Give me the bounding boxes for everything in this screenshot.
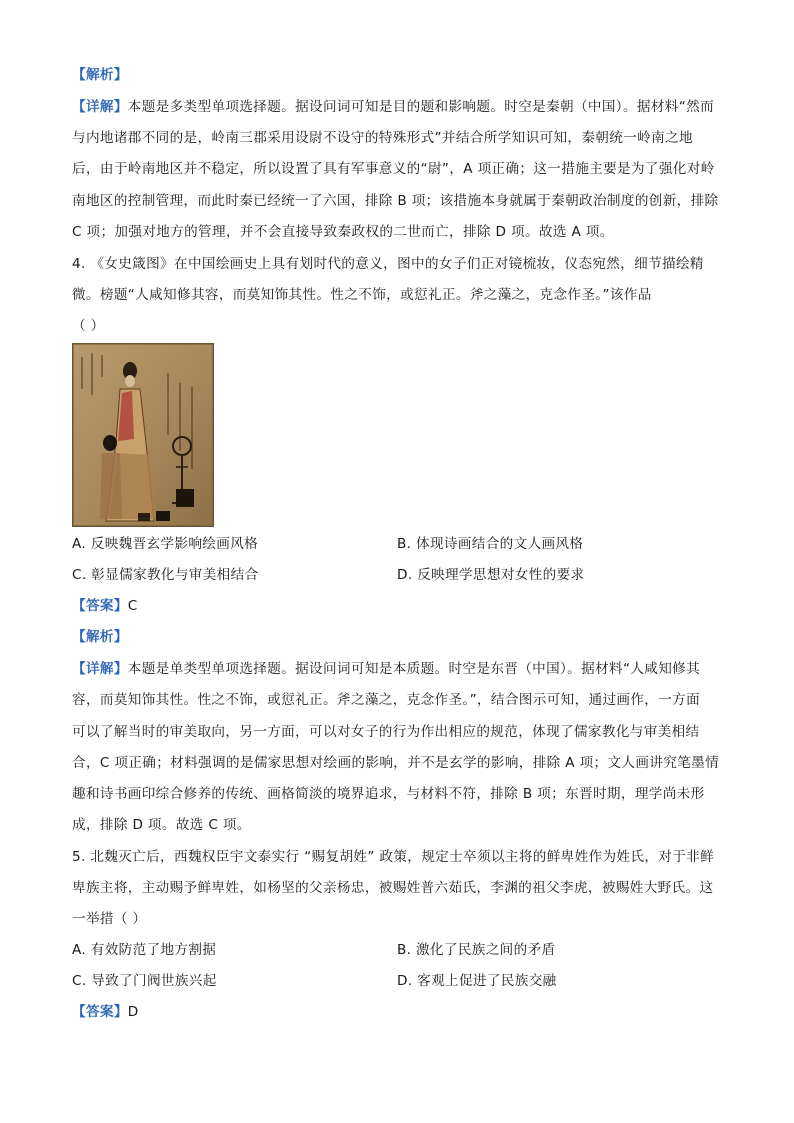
question-4-stem: 4. 《女史箴图》在中国绘画史上具有划时代的意义，图中的女子们正对镜梳妆，仪态宛然，细节描绘精 <box>72 256 704 272</box>
answer-line <box>72 597 138 615</box>
answer-tag: 【答案】 <box>72 1004 128 1020</box>
detail-paragraph-line: 后，由于岭南地区并不稳定，所以设置了具有军事意义的“尉”，A 项正确；这一措施主要是为了强化对岭 <box>72 161 715 177</box>
detail-paragraph-line: 合，C 项正确；材料强调的是儒家思想对绘画的影响，并不是玄学的影响，排除 A 项；文人画讲究笔墨情 <box>72 755 720 771</box>
detail-paragraph-line: 【详解】本题是多类型单项选择题。据设问词可知是目的题和影响题。时空是秦朝（中国）。据材料“然而 <box>72 99 715 115</box>
answer-value: C <box>127 598 138 614</box>
detail-paragraph-line: 成，排除 D 项。故选 C 项。 <box>72 817 251 833</box>
admonitions-painting-image <box>72 343 214 527</box>
option-b: B. 激化了民族之间的矛盾 <box>397 942 556 958</box>
answer-value: D <box>127 1004 139 1020</box>
option-d: D. 客观上促进了民族交融 <box>397 973 557 989</box>
option-c: C. 彰显儒家教化与审美相结合 <box>72 567 259 583</box>
detail-tag: 【详解】 <box>72 661 128 677</box>
detail-tag: 【详解】 <box>72 99 128 115</box>
question-4-blank: （ ） <box>72 318 105 334</box>
answer-line <box>72 1003 139 1021</box>
option-a: A. 有效防范了地方割据 <box>72 942 217 958</box>
option-b: B. 体现诗画结合的文人画风格 <box>397 536 584 552</box>
detail-paragraph-line: C 项；加强对地方的管理，并不会直接导致秦政权的二世而亡，排除 D 项。故选 A 项。 <box>72 224 614 240</box>
question-5-stem: 5. 北魏灭亡后，西魏权臣宇文泰实行 “赐复胡姓” 政策，规定士卒须以主将的鲜卑姓作为姓氏，对于非鲜 <box>72 849 715 865</box>
detail-paragraph-line: 趣和诗书画印综合修养的传统、画格简淡的境界追求，与材料不符，排除 B 项；东晋时期，理学尚未形 <box>72 786 705 802</box>
analysis-label: 【解析】 <box>72 67 128 83</box>
analysis-label: 【解析】 <box>72 629 128 645</box>
option-a: A. 反映魏晋玄学影响绘画风格 <box>72 536 259 552</box>
question-4-stem: 微。榜题“人咸知修其容，而莫知饰其性。性之不饰，或愆礼正。斧之藻之，克念作圣。”该作品 <box>72 287 652 303</box>
option-d: D. 反映理学思想对女性的要求 <box>397 567 585 583</box>
question-5-stem: 卑族主将，主动赐予鲜卑姓，如杨坚的父亲杨忠，被赐姓普六茹氏，李渊的祖父李虎，被赐姓大野氏。这 <box>72 880 714 896</box>
question-5-stem: 一举措（ ） <box>72 911 147 927</box>
detail-paragraph-line: 【详解】本题是单类型单项选择题。据设问词可知是本质题。时空是东晋（中国）。据材料“人咸知修其 <box>72 661 701 677</box>
detail-paragraph-line: 可以了解当时的审美取向，另一方面，可以对女子的行为作出相应的规范，体现了儒家教化与审美相结 <box>72 724 700 740</box>
detail-paragraph-line: 南地区的控制管理，而此时秦已经统一了六国，排除 B 项；该措施本身就属于秦朝政治制度的创新，排除 <box>72 193 719 209</box>
answer-tag: 【答案】 <box>72 598 128 614</box>
detail-paragraph-line: 与内地诸郡不同的是，岭南三郡采用设尉不设守的特殊形式”并结合所学知识可知，秦朝统一岭南之地 <box>72 130 693 146</box>
option-c: C. 导致了门阀世族兴起 <box>72 973 217 989</box>
detail-paragraph-line: 容，而莫知饰其性。性之不饰，或愆礼正。斧之藻之，克念作圣。”，结合图示可知，通过画作，一方面 <box>72 692 701 708</box>
